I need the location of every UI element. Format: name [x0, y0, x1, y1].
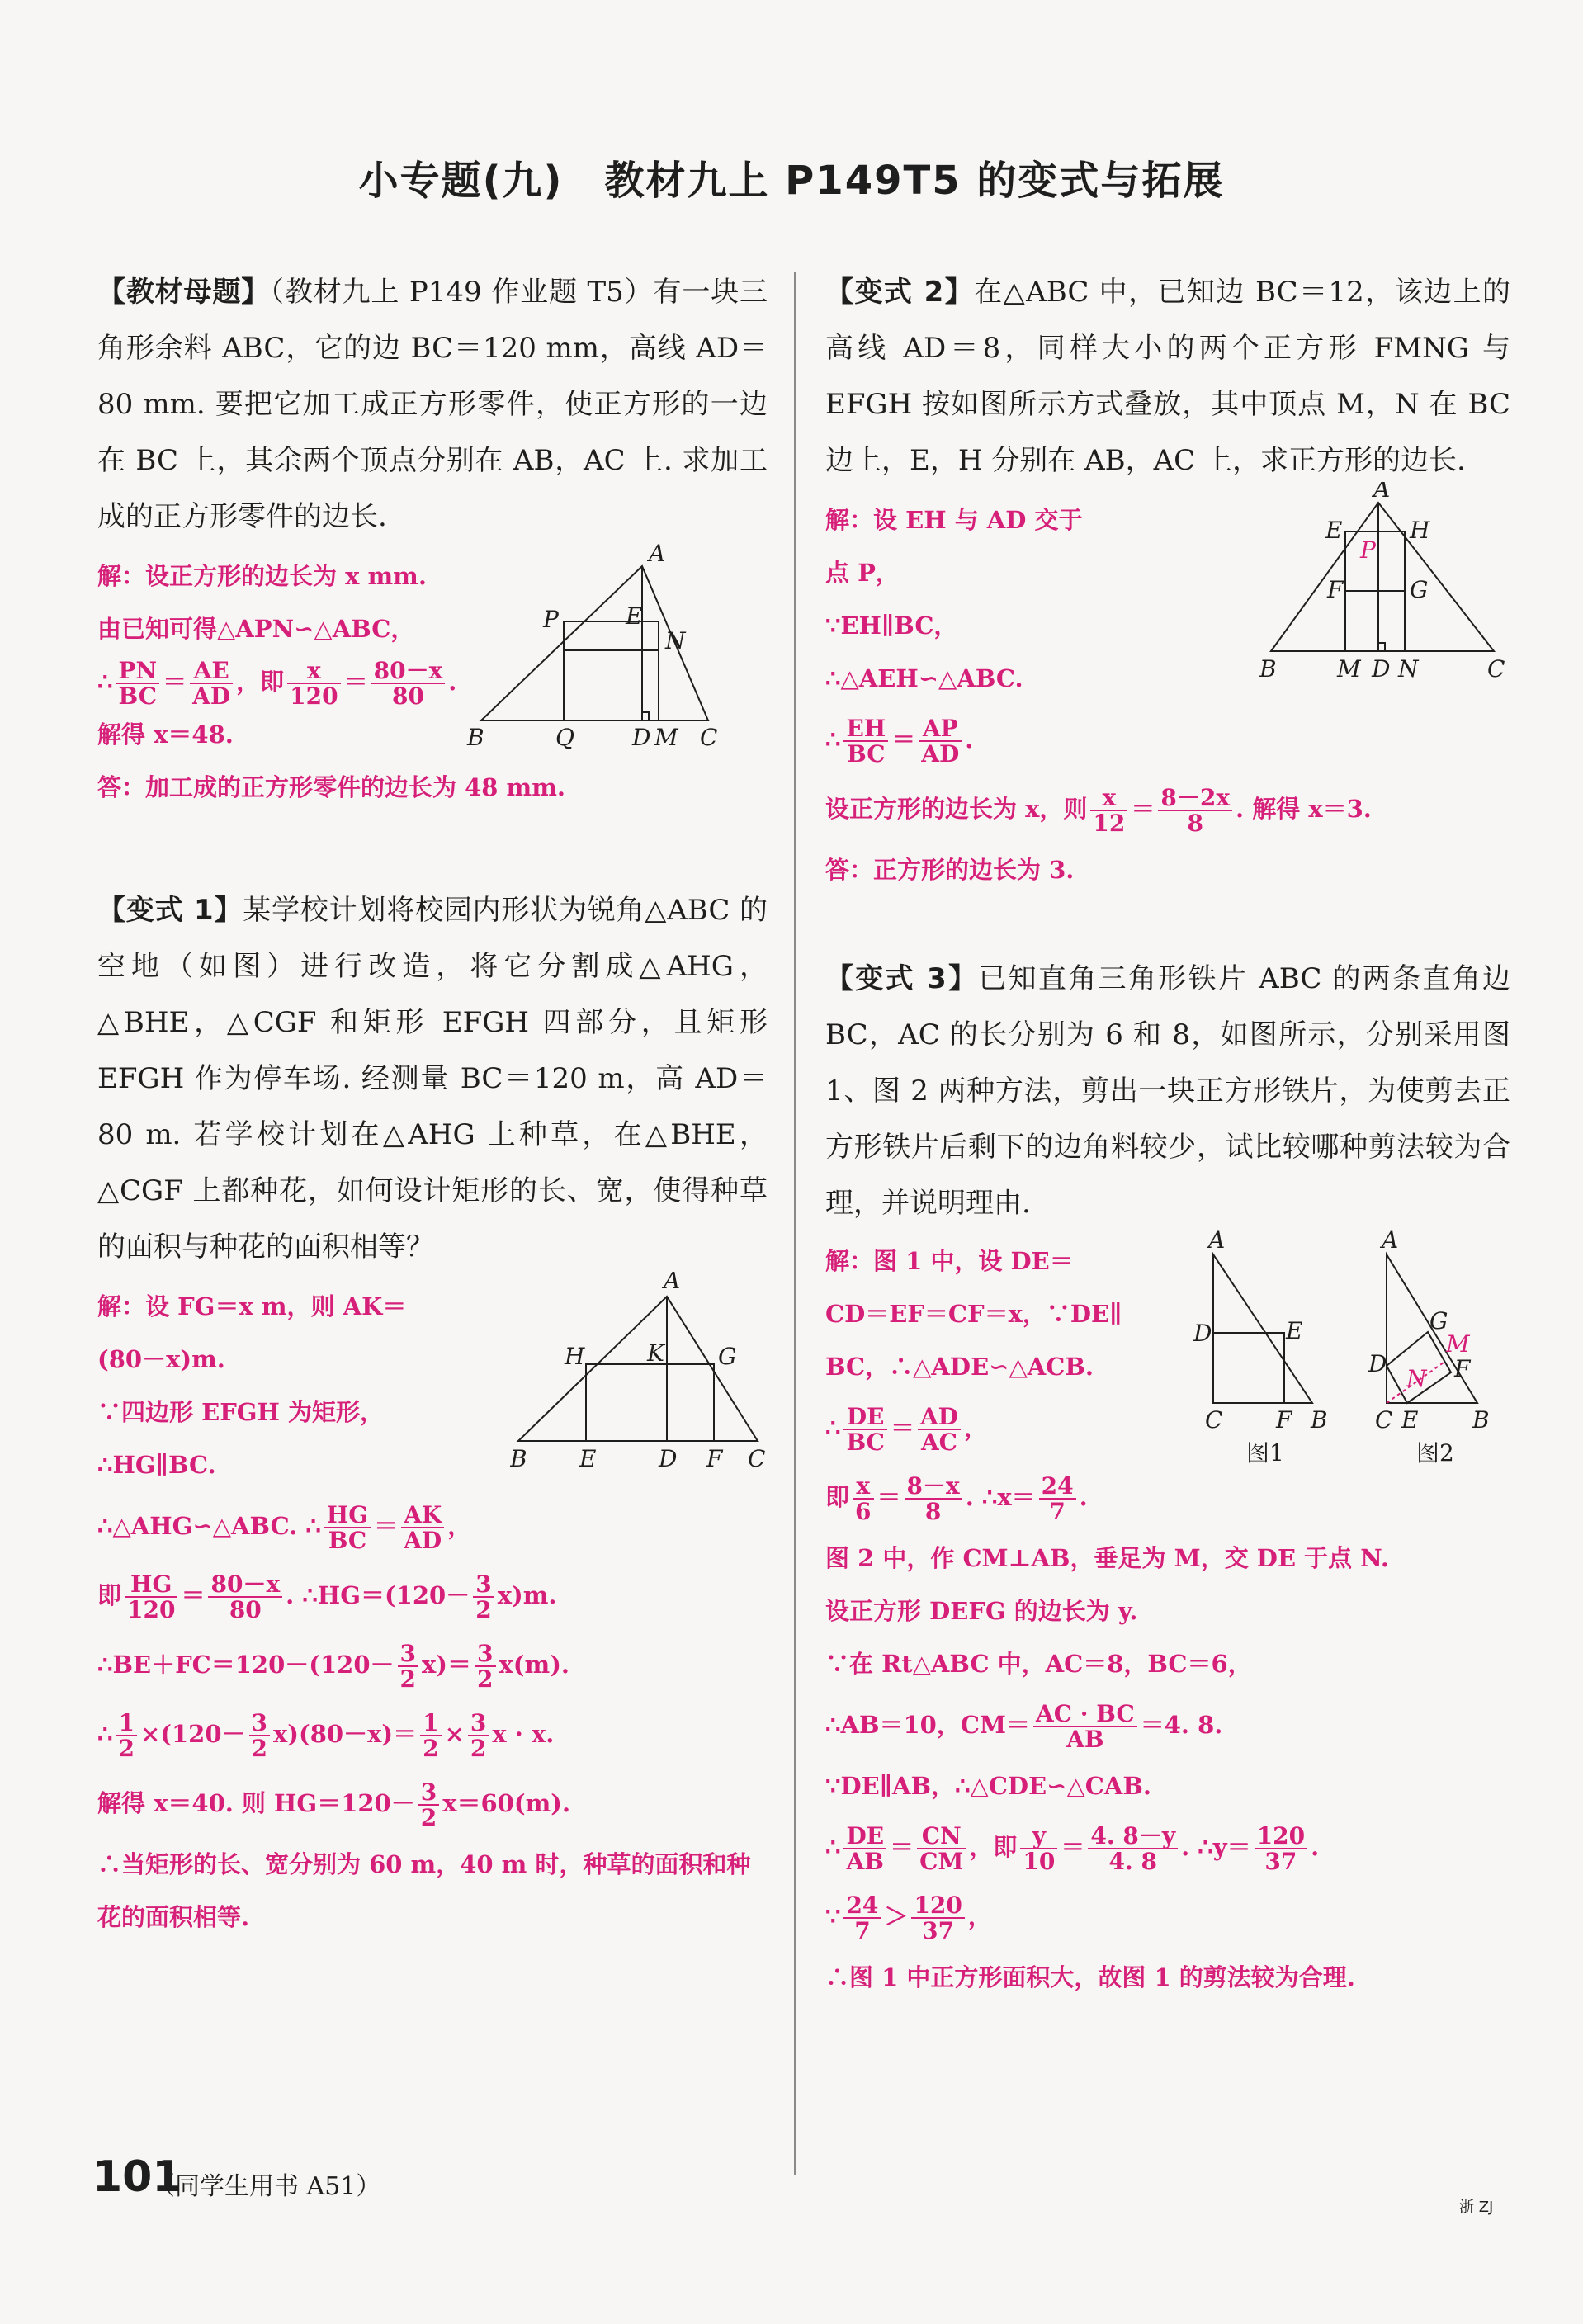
fraction: $\frac{y}{10}$	[1020, 1824, 1057, 1874]
label-h: H	[1410, 517, 1430, 544]
fraction: $\frac{x}{12}$	[1090, 786, 1127, 836]
fig2-label-d: D	[1368, 1350, 1387, 1377]
fig2-label-f: F	[1454, 1355, 1471, 1382]
v3-sol-13: ∴图 1 中正方形面积大，故图 1 的剪法较为合理.	[825, 1963, 1355, 1991]
right-triangle-diagrams	[1188, 1230, 1510, 1469]
v3-sol-3: BC，∴△ADE∽△ACB.	[825, 1353, 1094, 1381]
v3-sol-11: ∴ $\frac{DE}{AB}$ ＝ $\frac{CN}{CM}$ ，即 $\frac{y}{10}$ ＝ $\frac{4. 8-y}{4. 8}$ . ∴y＝ $\frac{120}{37}$ .	[825, 1821, 1320, 1875]
fraction: $\frac{PN}{BC}$	[116, 659, 159, 709]
mother-sol-2: 由已知可得△APN∽△ABC，	[97, 615, 415, 643]
fig2-caption: 图2	[1416, 1439, 1454, 1467]
book-reference: （同学生用书 A51）	[150, 2172, 381, 2201]
fraction: $\frac{3}{2}$	[468, 1711, 489, 1761]
label-c: C	[1487, 655, 1505, 680]
fig1-label-a: A	[1208, 1230, 1226, 1254]
variant1-text: 某学校计划将校园内形状为锐角△ABC 的空地（如图）进行改造，将它分割成△AHG，△BHE，△CGF 和矩形 EFGH 四部分，且矩形 EFGH 作为停车场. 经测量 BC＝120 m，高 AD＝80 m. 若学校计划在△AHG 上种草，在△BHE，△CGF 上都种花，如何设计矩形的长、宽，使得种草的面积与种花的面积相等？	[97, 894, 768, 1264]
fig2-label-n: N	[1406, 1365, 1427, 1392]
v1-sol-9: 解得 x＝40. 则 HG＝120－ $\frac{3}{2}$ x＝60(m).	[97, 1778, 571, 1831]
mother-sol-1: 解：设正方形的边长为 x mm.	[97, 562, 427, 590]
page-title: 小专题(九) 教材九上 P149T5 的变式与拓展	[358, 158, 1225, 204]
mother-figure	[461, 543, 725, 753]
namely-text: ，即	[236, 668, 285, 696]
label-c: C	[700, 724, 718, 749]
page-number: 101	[92, 2152, 182, 2202]
v1-sol-7: ∴BE＋FC＝120－(120－ $\frac{3}{2}$ x)＝ $\frac{3}{2}$ x(m).	[97, 1639, 570, 1693]
fraction: $\frac{EH}{BC}$	[843, 716, 888, 767]
fraction: $\frac{1}{2}$	[116, 1711, 136, 1761]
equals-sign: ＝	[163, 668, 187, 696]
fraction: $\frac{120}{37}$	[911, 1893, 964, 1944]
label-g: G	[718, 1343, 737, 1370]
mother-sol-5: 答：加工成的正方形零件的边长为 48 mm.	[97, 773, 566, 802]
label-p: P	[1360, 536, 1376, 564]
fig1-label-e: E	[1286, 1317, 1303, 1344]
v2-sol-5: ∴ $\frac{EH}{BC}$ ＝ $\frac{AP}{AD}$ .	[825, 714, 974, 768]
variant2-problem	[825, 264, 1510, 489]
variant1-solution-block	[97, 1272, 768, 1944]
equals-sign: ＝	[343, 668, 368, 696]
variant2-solution-block	[825, 482, 1510, 896]
fraction: $\frac{4. 8-y}{4. 8}$	[1088, 1824, 1178, 1874]
fraction: $\frac{120}{37}$	[1255, 1824, 1307, 1874]
fig2-label-m: M	[1446, 1330, 1470, 1358]
fraction: $\frac{HG}{BC}$	[324, 1503, 371, 1553]
fig1-square	[1213, 1333, 1284, 1403]
variant2-text: 在△ABC 中，已知边 BC＝12，该边上的高线 AD＝8，同样大小的两个正方形 FMNG 与 EFGH 按如图所示方式叠放，其中顶点 M，N 在 BC 边上，E，H 分别在 AB，AC 上，求正方形的边长.	[825, 276, 1511, 477]
label-b: B	[510, 1445, 527, 1470]
fraction: $\frac{80-x}{80}$	[208, 1572, 282, 1623]
therefore-sign: ∴	[97, 668, 113, 696]
mother-sol-4: 解得 x＝48.	[97, 720, 234, 749]
v2-sol-1: 解：设 EH 与 AD 交于	[825, 506, 1083, 534]
label-g: G	[1410, 576, 1429, 603]
v3-sol-5: 即 $\frac{x}{6}$ ＝ $\frac{8-x}{8}$ . ∴x＝ $\frac{24}{7}$ .	[825, 1471, 1088, 1525]
fig1-label-b: B	[1311, 1406, 1328, 1434]
variant2-figure	[1255, 482, 1519, 683]
fraction: $\frac{3}{2}$	[418, 1780, 439, 1830]
v1-sol-5: ∴△AHG∽△ABC. ∴ $\frac{HG}{BC}$ ＝ $\frac{AK}{AD}$ ，	[97, 1500, 472, 1554]
v1-sol-2: (80－x)m.	[97, 1345, 225, 1373]
label-m: M	[654, 724, 678, 749]
v2-sol-2: 点 P，	[825, 559, 900, 587]
column-divider	[794, 272, 796, 2175]
fraction: $\frac{24}{7}$	[843, 1893, 881, 1944]
variant3-figures	[1188, 1230, 1510, 1472]
fraction: $\frac{HG}{120}$	[125, 1572, 177, 1623]
triangle-square-diagram	[461, 543, 725, 749]
mother-problem	[97, 264, 768, 545]
variant3-solution-block	[825, 1230, 1510, 2004]
fig2-label-b: B	[1472, 1406, 1490, 1434]
fraction: $\frac{AC \cdot BC}{AB}$	[1033, 1702, 1137, 1752]
fraction: $\frac{DE}{BC}$	[843, 1405, 886, 1455]
v1-sol-6: 即 $\frac{HG}{120}$ ＝ $\frac{80-x}{80}$ . ∴HG＝(120－ $\frac{3}{2}$ x)m.	[97, 1570, 557, 1623]
fraction: $\frac{3}{2}$	[249, 1711, 270, 1761]
label-k: K	[647, 1339, 664, 1367]
label-d: D	[659, 1445, 678, 1470]
fraction: $\frac{24}{7}$	[1039, 1474, 1076, 1524]
label-d: D	[1372, 655, 1391, 680]
label-a: A	[1373, 482, 1391, 503]
fig2-label-c: C	[1375, 1406, 1393, 1434]
two-squares-diagram	[1255, 482, 1519, 680]
label-b: B	[467, 724, 484, 749]
triangle-abc	[1271, 503, 1494, 651]
fig2-label-e: E	[1401, 1406, 1419, 1434]
fraction: $\frac{x}{120}$	[287, 659, 340, 709]
square-pqmn	[564, 621, 659, 720]
right-angle-mark	[1378, 643, 1385, 651]
fig2-label-a: A	[1382, 1230, 1399, 1254]
right-column	[825, 264, 1510, 2004]
v3-sol-12: ∵ $\frac{24}{7}$ ＞ $\frac{120}{37}$ ，	[825, 1891, 992, 1944]
rectangle-efgh	[586, 1364, 714, 1441]
fraction: $\frac{3}{2}$	[398, 1641, 418, 1692]
fraction: $\frac{80-x}{80}$	[371, 659, 446, 709]
label-n: N	[665, 627, 686, 654]
label-q: Q	[555, 724, 574, 749]
fraction: $\frac{3}{2}$	[475, 1641, 495, 1692]
variant1-label: 【变式 1】	[97, 894, 243, 927]
v3-sol-7: 设正方形 DEFG 的边长为 y.	[825, 1597, 1138, 1625]
fraction: $\frac{AE}{AD}$	[190, 659, 233, 709]
fraction: $\frac{x}{6}$	[853, 1474, 873, 1524]
fig1-caption: 图1	[1246, 1439, 1284, 1467]
label-n: N	[1398, 655, 1419, 680]
mother-label: 【教材母题】	[97, 276, 271, 309]
variant3-text: 已知直角三角形铁片 ABC 的两条直角边 BC，AC 的长分别为 6 和 8，如图所示，分别采用图 1、图 2 两种方法，剪出一块正方形铁片，为使剪去正方形铁片后剩下的边角料较少，试比较哪种剪法较为合理，并说明理由.	[825, 962, 1510, 1220]
label-f: F	[1327, 576, 1344, 603]
v1-sol-4: ∴HG∥BC.	[97, 1451, 216, 1479]
v3-sol-10: ∵DE∥AB，∴△CDE∽△CAB.	[825, 1772, 1151, 1800]
v3-sol-8: ∵在 Rt△ABC 中，AC＝8，BC＝6，	[825, 1650, 1252, 1678]
fraction: $\frac{1}{2}$	[420, 1711, 441, 1761]
fig1-label-c: C	[1205, 1406, 1223, 1434]
label-e: E	[1325, 517, 1343, 544]
label-a: A	[649, 543, 666, 567]
label-h: H	[565, 1343, 585, 1370]
mother-text: （教材九上 P149 作业题 T5）有一块三角形余料 ABC，它的边 BC＝120 mm，高线 AD＝80 mm. 要把它加工成正方形零件，使正方形的一边在 BC 上，其余两个顶点分别在 AB，AC 上. 求加工成的正方形零件的边长.	[97, 276, 768, 533]
fraction: $\frac{AP}{AD}$	[919, 716, 962, 767]
label-m: M	[1337, 655, 1361, 680]
fraction: $\frac{DE}{AB}$	[843, 1824, 886, 1874]
v3-sol-2: CD＝EF＝CF＝x，∵DE∥	[825, 1300, 1122, 1328]
variant3-problem	[825, 951, 1510, 1231]
label-e: E	[626, 602, 643, 630]
label-e: E	[579, 1445, 597, 1470]
fig1-label-f: F	[1276, 1406, 1292, 1434]
v1-sol-8: ∴ $\frac{1}{2}$ ×(120－ $\frac{3}{2}$ x)(80－x)＝ $\frac{1}{2}$ × $\frac{3}{2}$ x · x.	[97, 1708, 555, 1762]
v1-sol-1: 解：设 FG＝x m，则 AK＝	[97, 1292, 407, 1320]
variant3-label: 【变式 3】	[825, 962, 979, 995]
v2-sol-6: 设正方形的边长为 x，则 $\frac{x}{12}$ ＝ $\frac{8-2x}{8}$ . 解得 x＝3.	[825, 783, 1372, 837]
fig1-label-d: D	[1193, 1320, 1212, 1347]
label-d: D	[632, 724, 651, 749]
fraction: $\frac{CN}{CM}$	[917, 1824, 966, 1874]
label-b: B	[1259, 655, 1277, 680]
fig2-label-g: G	[1429, 1307, 1448, 1334]
v2-sol-4: ∴△AEH∽△ABC.	[825, 664, 1023, 692]
fraction: $\frac{8-x}{8}$	[905, 1474, 962, 1524]
fraction: $\frac{3}{2}$	[473, 1572, 494, 1623]
period: .	[448, 668, 457, 696]
left-column	[97, 264, 768, 1944]
fraction: $\frac{AD}{AC}$	[918, 1405, 961, 1455]
v2-sol-7: 答：正方形的边长为 3.	[825, 856, 1075, 884]
variant2-label: 【变式 2】	[825, 276, 975, 309]
v3-sol-6: 图 2 中，作 CM⊥AB，垂足为 M，交 DE 于点 N.	[825, 1544, 1389, 1572]
mother-solution-block	[97, 543, 768, 834]
variant1-problem	[97, 882, 768, 1275]
v3-sol-1: 解：图 1 中，设 DE＝	[825, 1247, 1074, 1275]
v1-sol-10: ∴当矩形的长、宽分别为 60 m，40 m 时，种草的面积和种花的面积相等.	[97, 1850, 751, 1931]
variant1-figure	[510, 1272, 774, 1473]
label-f: F	[706, 1445, 723, 1470]
rectangle-in-triangle-diagram	[510, 1272, 774, 1470]
v3-sol-4: ∴ $\frac{DE}{BC}$ ＝ $\frac{AD}{AC}$ ，	[825, 1402, 988, 1456]
fraction: $\frac{8-2x}{8}$	[1158, 786, 1232, 836]
right-angle-mark	[642, 712, 649, 720]
label-c: C	[748, 1445, 766, 1470]
v2-sol-3: ∵EH∥BC，	[825, 612, 958, 640]
label-a: A	[664, 1272, 681, 1294]
v1-sol-3: ∵四边形 EFGH 为矩形，	[97, 1398, 385, 1426]
region-code: 浙 ZJ	[1459, 2199, 1494, 2216]
v3-sol-9: ∴AB＝10，CM＝ $\frac{AC \cdot BC}{AB}$ ＝4. 8.	[825, 1699, 1223, 1753]
fraction: $\frac{AK}{AD}$	[401, 1503, 444, 1553]
label-p: P	[543, 606, 559, 633]
